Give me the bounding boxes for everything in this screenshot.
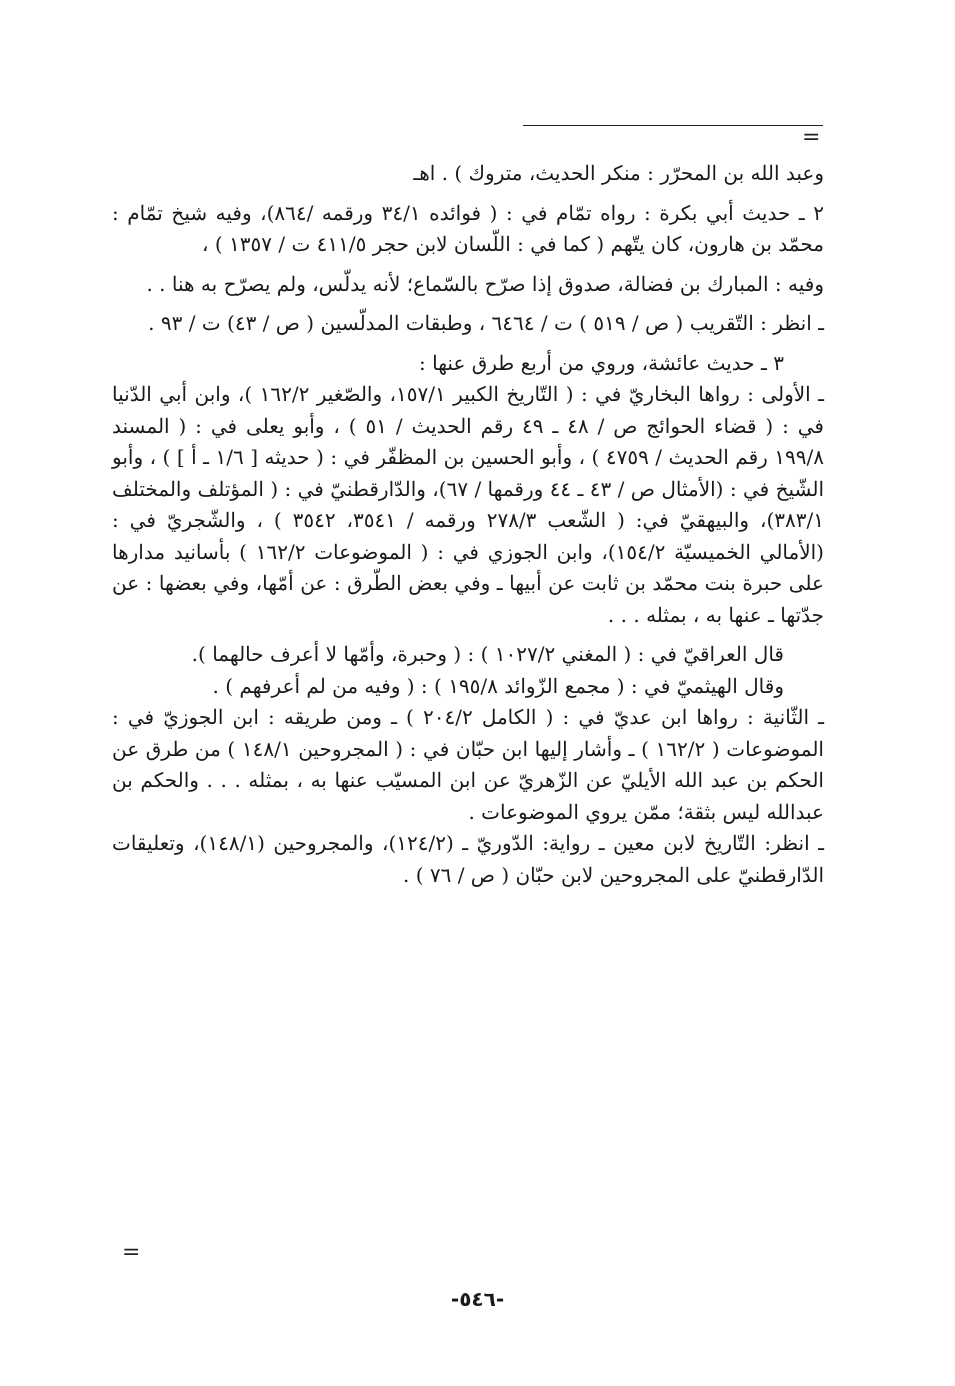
footnote-paragraph: وفيه : المبارك بن فضالة، صدوق إذا صرّح بالسّماع؛ لأنه يدلّس، ولم يصرّح به هنا . . — [146, 271, 824, 296]
footnote-rule — [523, 125, 823, 126]
footnote-continuation-marker-top: = — [802, 125, 821, 150]
footnote-paragraph: ـ انظر : التّقريب ( ص / ٥١٩ ) ت / ٦٤٦٤ ، وطبقات المدلّسين ( ص / ٤٣) ت / ٩٣ . — [148, 311, 824, 335]
footnote-paragraph: ـ الأولى : رواها البخاريّ في : ( التّاريخ الكبير ١٥٧/١، والصّغير ١٦٢/٢ )، وابن أبي الدّنيا في : ( قضاء الحوائج ص / ٤٨ ـ ٤٩ رقم الحديث / ٥١ ) ، وأبو يعلى في : ( المسند ١٩٩/٨ رقم الحديث / ٤٧٥٩ ) ، وأبو الحسين بن المظفّر في : ( حديثه [ ١/٦ ـ أ ] ) ، وأبو الشّيخ في : (الأمثال ص / ٤٣ ـ ٤٤ ورقمها / ٦٧)، والدّارقطنيّ في : ( المؤتلف والمختلف ٣٨٣/١)، والبيهقيّ في: ( الشّعب ٢٧٨/٣ ورقمه / ٣٥٤١، ٣٥٤٢ ) ، والشّجريّ في : (الأمالي الخميسيّة ١٥٤/٢)، وابن الجوزي في : ( الموضوعات ١٦٢/٢ ) بأسانيد مدارها على حبرة بنت محمّد بن ثابت عن أبيها ـ وفي بعض الطّرق : عن أمّها، وفي بعضها : عن جدّتها ـ عنها به ، بمثله . . . — [112, 382, 825, 627]
footnote-continuation-marker-bottom: = — [122, 1240, 141, 1265]
footnote-paragraph: ـ انظر: التّاريخ لابن معين ـ رواية: الدّوريّ ـ (١٢٤/٢)، والمجروحين (١٤٨/١)، وتعليقات الدّارقطنيّ على المجروحين لابن حبّان ( ص / ٧٦ ) . — [112, 831, 825, 887]
footnote-paragraph: ـ الثّانية : رواها ابن عديّ في : ( الكامل ٢٠٤/٢ ) ـ ومن طريقه : ابن الجوزيّ في : الموضوعات ( ١٦٢/٢ ) ـ وأشار إليها ابن حبّان في : ( المجروحين ١٤٨/١ ) من طرق عن الحكم بن عبد الله الأيليّ عن الزّهريّ عن ابن المسيّب عنها به ، بمثله . . . والحكم بن عبدالله ليس بثقة؛ ممّن يروي الموضوعات . — [112, 705, 824, 824]
footnote-paragraph: قال العراقيّ في : ( المغني ١٠٢٧/٢ ) : ( وحبرة، وأمّها لا أعرف حالهما ). — [191, 642, 784, 666]
footnote-content — [112, 158, 824, 891]
footnote-paragraph: ٢ ـ حديث أبي بكرة : رواه تمّام في : ( فوائده ٣٤/١ ورقمه /٨٦٤)، وفيه شيخ تمّام : محمّد بن هارون، كان يتّهم ( كما في : اللّسان لابن حجر ٤١١/٥ ت / ١٣٥٧ ) ، — [112, 200, 824, 256]
footnote-paragraph: ٣ ـ حديث عائشة، وروي من أربع طرق عنها : — [419, 350, 784, 375]
page-number: -٥٤٦- — [450, 1287, 505, 1311]
footnote-paragraph: وقال الهيثميّ في : ( مجمع الزّوائد ١٩٥/٨ ) : ( وفيه من لم أعرفهم ) . — [212, 673, 784, 698]
footnote-paragraph: وعبد الله بن المحرّر : منكر الحديث، متروك ) . اهـ — [413, 161, 824, 185]
